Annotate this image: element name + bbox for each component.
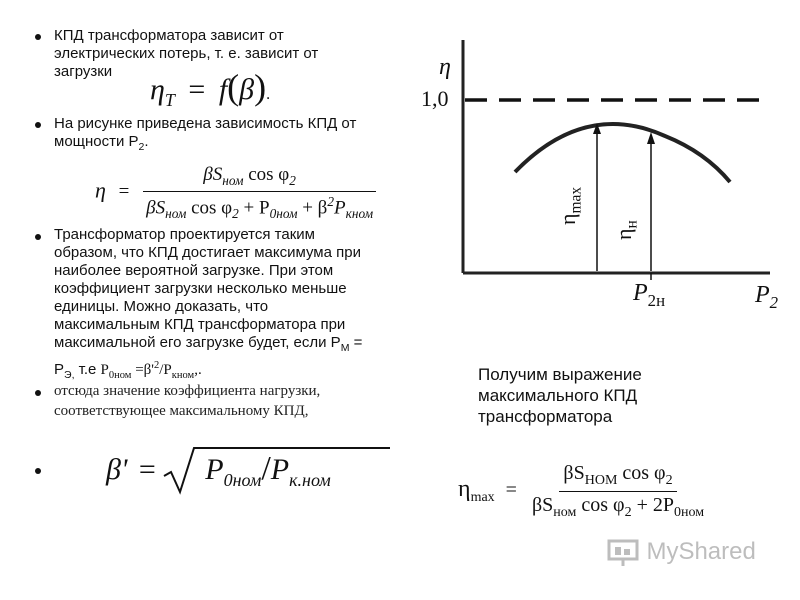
- text-line: На рисунке приведена зависимость КПД от: [54, 115, 357, 132]
- text-fragment: =: [349, 334, 363, 351]
- beta-prime-symbol: β': [106, 453, 128, 486]
- text-line: Трансформатор проектируется таким: [54, 226, 315, 243]
- subscript: н: [623, 220, 641, 229]
- y-axis-label: η: [439, 54, 451, 80]
- eta-symbol: η: [458, 476, 471, 503]
- numerator: [559, 462, 676, 492]
- text-line: отсюда значение коэффициента нагрузки,: [54, 383, 321, 399]
- watermark: [606, 537, 756, 567]
- text-line: трансформатора: [478, 407, 613, 426]
- text-fragment: βS: [203, 164, 223, 185]
- text-line: коэффициент загрузки несколько меньше: [54, 280, 347, 297]
- efficiency-curve: [515, 124, 730, 182]
- eta-n-arrowhead-icon: [647, 132, 655, 144]
- text-line: единицы. Можно доказать, что: [54, 298, 269, 315]
- text-fragment: + β: [302, 197, 328, 219]
- text-fragment: P: [755, 282, 770, 308]
- subscript: 2: [232, 205, 239, 221]
- superscript: 2: [327, 193, 335, 209]
- text-fragment: βS: [531, 494, 554, 516]
- y-tick-label: 1,0: [421, 86, 449, 111]
- text-fragment: cos φ: [191, 197, 233, 219]
- text-fragment: P: [633, 280, 648, 306]
- subscript: 2: [665, 473, 673, 488]
- sqrt-radical-icon: [162, 446, 392, 496]
- bullet-dot: [35, 34, 41, 40]
- watermark-text: MyShared: [646, 538, 756, 565]
- efficiency-graph: [421, 30, 795, 330]
- formula-beta: [106, 450, 331, 491]
- subscript: 2: [624, 505, 632, 520]
- text-fragment: т.е: [74, 361, 101, 378]
- formula-eta-t: [150, 66, 270, 111]
- fraction: [142, 164, 377, 222]
- subscript: 0ном: [673, 505, 705, 520]
- eta-symbol: η: [150, 73, 165, 106]
- period: .: [266, 86, 271, 103]
- subscript: 0ном: [223, 470, 262, 490]
- eta-subscript: T: [164, 90, 175, 110]
- text-fragment: =β': [131, 362, 155, 378]
- function-f: f: [218, 73, 228, 106]
- paragraph-transformer-design: [54, 226, 444, 385]
- text-fragment: cos φ: [248, 164, 290, 185]
- text-fragment: .: [144, 133, 149, 150]
- text-fragment: η: [611, 228, 636, 240]
- text-line: соответствующее максимальному КПД,: [54, 403, 309, 419]
- subscript: к.ном: [289, 470, 331, 490]
- bullet-dot: [35, 468, 41, 474]
- subscript: ном: [222, 172, 244, 188]
- text-line: образом, что КПД достигает максимума при: [54, 244, 361, 261]
- text-fragment: P: [334, 197, 346, 219]
- subscript: 2: [138, 141, 145, 153]
- text-fragment: βS: [146, 197, 166, 219]
- text-line: Получим выражение: [478, 365, 642, 384]
- numerator: [143, 164, 376, 192]
- text-fragment: P: [205, 453, 224, 486]
- eta-max-label: [555, 187, 585, 225]
- text-fragment: P: [270, 453, 290, 486]
- text-fragment: максимальной его загрузке будет, если Р: [54, 334, 341, 351]
- text-line: [54, 334, 444, 357]
- subscript: max: [567, 186, 585, 214]
- subscript: max: [470, 490, 495, 506]
- subscript: кном: [345, 205, 374, 221]
- text-fragment: мощности P: [54, 133, 139, 150]
- bullet-dot: [35, 390, 41, 396]
- subscript: М: [340, 342, 350, 354]
- denominator: [528, 492, 708, 521]
- x-axis-label: [755, 282, 778, 313]
- beta-symbol: β: [239, 73, 255, 106]
- fraction: [528, 462, 708, 521]
- equals-sign: =: [188, 73, 206, 106]
- text-fragment: + P: [243, 197, 270, 219]
- bullet-dot: [35, 234, 41, 240]
- text-fragment: Р: [100, 362, 109, 378]
- text-line: максимальным КПД трансформатора при: [54, 316, 346, 333]
- subscript: 2: [769, 292, 779, 312]
- paren-right: ): [254, 67, 267, 107]
- subscript: 2н: [647, 290, 666, 310]
- text-line: [54, 133, 424, 156]
- eta-n-label: [611, 220, 641, 240]
- text-line: загрузки: [54, 63, 113, 80]
- text-fragment: + 2P: [636, 494, 674, 516]
- equals-sign: =: [505, 479, 517, 502]
- slash: /: [261, 450, 271, 487]
- paragraph-figure-dependency: [54, 115, 424, 156]
- text-fragment: Р: [54, 361, 65, 378]
- paragraph-load-factor: [54, 381, 434, 421]
- text-fragment: η: [555, 213, 580, 225]
- subscript: ном: [553, 505, 577, 520]
- subscript: ном: [165, 205, 187, 221]
- presentation-board-icon: [606, 537, 642, 567]
- superscript: 2: [154, 360, 160, 371]
- text-fragment: /Р: [159, 362, 172, 378]
- formula-eta: [95, 164, 377, 222]
- text-line: электрических потерь, т. е. зависит от: [54, 45, 319, 62]
- text-line: максимального КПД: [478, 386, 638, 405]
- x-tick-label-p2n: [633, 280, 665, 311]
- inline-formula: [100, 360, 202, 381]
- text-fragment: cos φ: [622, 462, 666, 484]
- subscript: 0ном: [108, 370, 132, 381]
- subscript: НОМ: [584, 473, 618, 488]
- text-line: КПД трансформатора зависит от: [54, 27, 284, 44]
- paren-left: (: [227, 67, 240, 107]
- equals-sign: =: [118, 181, 130, 203]
- formula-eta-max: [458, 462, 708, 521]
- text-fragment: ,.: [194, 362, 202, 378]
- equals-sign: =: [138, 453, 156, 486]
- bullet-dot: [35, 122, 41, 128]
- subscript: 2: [289, 172, 296, 188]
- caption-max-efficiency: [478, 364, 642, 427]
- subscript: Э,: [64, 369, 75, 381]
- text-fragment: βS: [563, 462, 585, 484]
- subscript: кном: [171, 370, 195, 381]
- efficiency-graph-svg: [425, 30, 795, 330]
- subscript: 0ном: [269, 205, 298, 221]
- text-fragment: cos φ: [581, 494, 625, 516]
- eta-symbol: η: [95, 177, 106, 203]
- text-line: наиболее вероятной загрузке. При этом: [54, 262, 334, 279]
- denominator: [142, 192, 377, 222]
